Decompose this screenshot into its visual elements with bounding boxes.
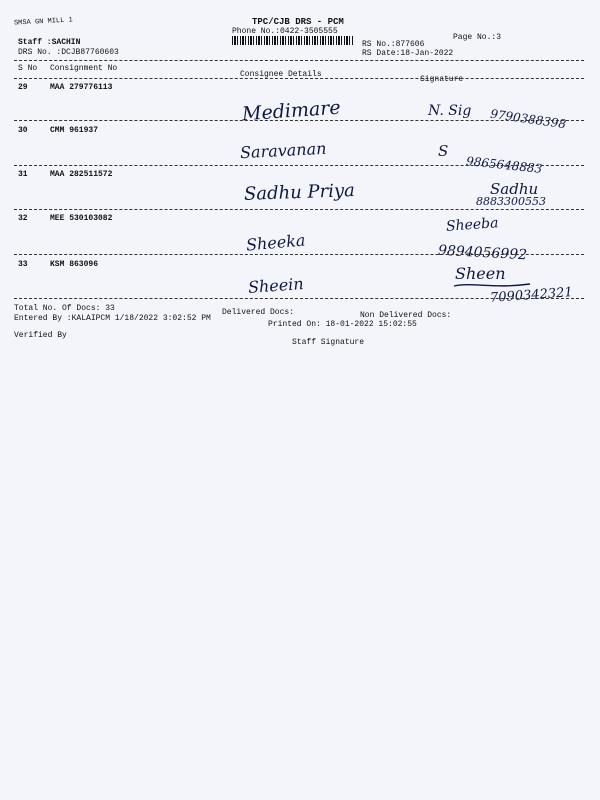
row-sno: 33 xyxy=(18,260,28,269)
row-divider xyxy=(14,254,584,255)
printed-on: Printed On: 18-01-2022 15:02:55 xyxy=(268,320,417,329)
signature-handwriting: Sheen xyxy=(455,264,506,283)
delivered-docs: Delivered Docs: xyxy=(222,308,295,317)
signature-phone: 9790388398 xyxy=(489,106,567,132)
drs-number: DRS No. :DCJB87760603 xyxy=(18,48,119,57)
barcode xyxy=(232,36,354,45)
document-title: TPC/CJB DRS - PCM xyxy=(252,17,344,27)
col-header-consignee: Consignee Details xyxy=(240,70,322,79)
row-consignment: KSM 863096 xyxy=(50,260,99,269)
row-consignment: MEE 530103082 xyxy=(50,214,113,223)
col-header-sno: S No xyxy=(18,64,38,73)
signature-phone: 9894056992 xyxy=(437,242,528,264)
consignee-handwriting: Sheeka xyxy=(245,230,307,255)
staff-signature-label: Staff Signature xyxy=(292,338,365,347)
page-number: Page No.:3 xyxy=(453,33,502,42)
total-docs: Total No. Of Docs: 33 xyxy=(14,304,115,313)
consignee-handwriting: Sadhu Priya xyxy=(243,180,356,205)
row-divider xyxy=(14,209,584,210)
row-consignment: CMM 961937 xyxy=(50,126,99,135)
signature-phone: 8883300553 xyxy=(476,195,546,208)
entered-by: Entered By :KALAIPCM 1/18/2022 3:02:52 PM xyxy=(14,314,211,323)
signature-handwriting: S xyxy=(438,142,449,160)
row-sno: 29 xyxy=(18,83,28,92)
row-sno: 32 xyxy=(18,214,28,223)
row-consignment: MAA 282511572 xyxy=(50,170,113,179)
non-delivered-docs: Non Delivered Docs: xyxy=(360,311,452,320)
signature-handwriting: Sheeba xyxy=(445,215,499,235)
row-consignment: MAA 279776113 xyxy=(50,83,113,92)
rs-number: RS No.:877606 xyxy=(362,40,425,49)
header-partial-text: SMSA GN MILL 1 xyxy=(13,16,73,28)
row-divider xyxy=(14,298,584,299)
col-header-consignment: Consignment No xyxy=(50,64,118,73)
verified-by: Verified By xyxy=(14,331,67,340)
consignee-handwriting: Saravanan xyxy=(239,138,327,163)
rs-date: RS Date:18-Jan-2022 xyxy=(362,49,454,58)
consignee-handwriting: Sheein xyxy=(247,274,305,297)
phone-number: Phone No.:0422-3505555 xyxy=(232,27,338,36)
staff-name: Staff :SACHIN xyxy=(18,38,81,47)
signature-phone: 9865648883 xyxy=(465,154,543,176)
consignee-handwriting: Medimare xyxy=(241,96,342,126)
row-divider xyxy=(14,120,584,121)
header-divider xyxy=(14,60,584,61)
column-header-divider xyxy=(14,78,584,79)
signature-handwriting: N. Sig xyxy=(428,103,472,119)
col-header-signature: Signature xyxy=(420,75,464,84)
row-divider xyxy=(14,165,584,166)
row-sno: 30 xyxy=(18,126,28,135)
signature-phone: 7090342321 xyxy=(489,285,574,306)
row-sno: 31 xyxy=(18,170,28,179)
signature-handwriting: Sadhu xyxy=(490,180,539,198)
